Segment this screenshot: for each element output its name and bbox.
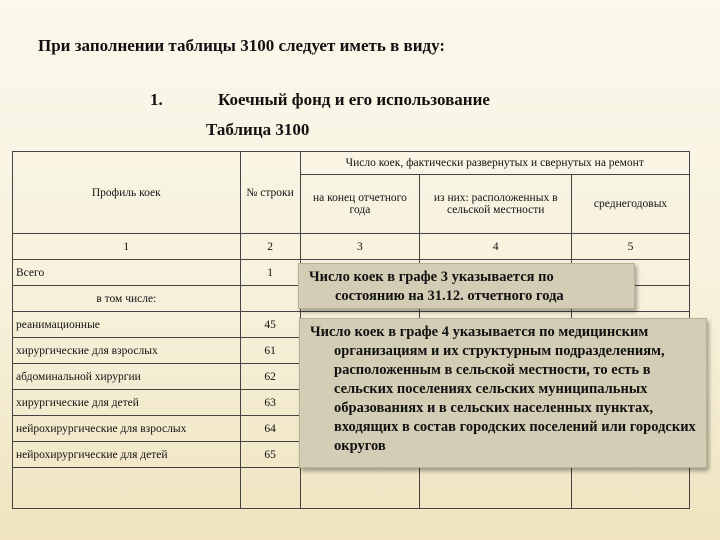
row-number: 62: [240, 364, 300, 390]
callout-column-4-note: [299, 318, 707, 468]
row-profile: в том числе:: [13, 286, 241, 312]
callout-line: состоянию на 31.12. отчетного года: [335, 288, 564, 304]
row-number: 64: [240, 416, 300, 442]
header-average: среднегодовых: [572, 175, 690, 234]
row-profile: реанимационные: [13, 312, 241, 338]
row-profile: хирургические для взрослых: [13, 338, 241, 364]
row-profile: абдоминальной хирургии: [13, 364, 241, 390]
callout-line: Число коек в графе 3 указывается по: [309, 269, 554, 285]
table-title: Таблица 3100: [206, 120, 310, 139]
column-number: 5: [572, 234, 690, 260]
row-number: [240, 286, 300, 312]
row-profile: Всего: [13, 260, 241, 286]
cell: [240, 468, 300, 509]
column-number: 1: [13, 234, 241, 260]
header-rural: из них: расположенных в сельской местности: [420, 175, 572, 234]
row-number: 1: [240, 260, 300, 286]
column-number: 3: [300, 234, 420, 260]
row-profile: нейрохирургические для детей: [13, 442, 241, 468]
row-profile: хирургические для детей: [13, 390, 241, 416]
cell: [572, 468, 690, 509]
section-number: 1.: [150, 90, 163, 109]
callout-line: Число коек в графе 4 указывается по медицинским: [310, 324, 649, 340]
row-number: 65: [240, 442, 300, 468]
row-number: 63: [240, 390, 300, 416]
row-number: 45: [240, 312, 300, 338]
cell: [300, 468, 420, 509]
table-row: [13, 468, 690, 509]
row-number: 61: [240, 338, 300, 364]
cell: [420, 468, 572, 509]
header-end-of-year: на конец отчетного года: [300, 175, 420, 234]
callout-column-3-note: [298, 263, 635, 309]
header-profile: Профиль коек: [13, 152, 241, 234]
section-title: Коечный фонд и его использование: [218, 90, 490, 109]
column-number: 2: [240, 234, 300, 260]
cell: [13, 468, 241, 509]
header-group-beds: Число коек, фактически развернутых и свернутых на ремонт: [300, 152, 689, 175]
intro-text: При заполнении таблицы 3100 следует иметь в виду:: [38, 36, 446, 55]
row-profile: нейрохирургические для взрослых: [13, 416, 241, 442]
header-row-number: № строки: [240, 152, 300, 234]
callout-text: организациям и их структурным подразделениям, расположенным в сельской местности, то есть в сельских поселениях сельских муниципальных образованиях и в сельских населенных пунктах, входящих в состав городских поселений или городских округов: [334, 343, 696, 454]
column-number: 4: [420, 234, 572, 260]
